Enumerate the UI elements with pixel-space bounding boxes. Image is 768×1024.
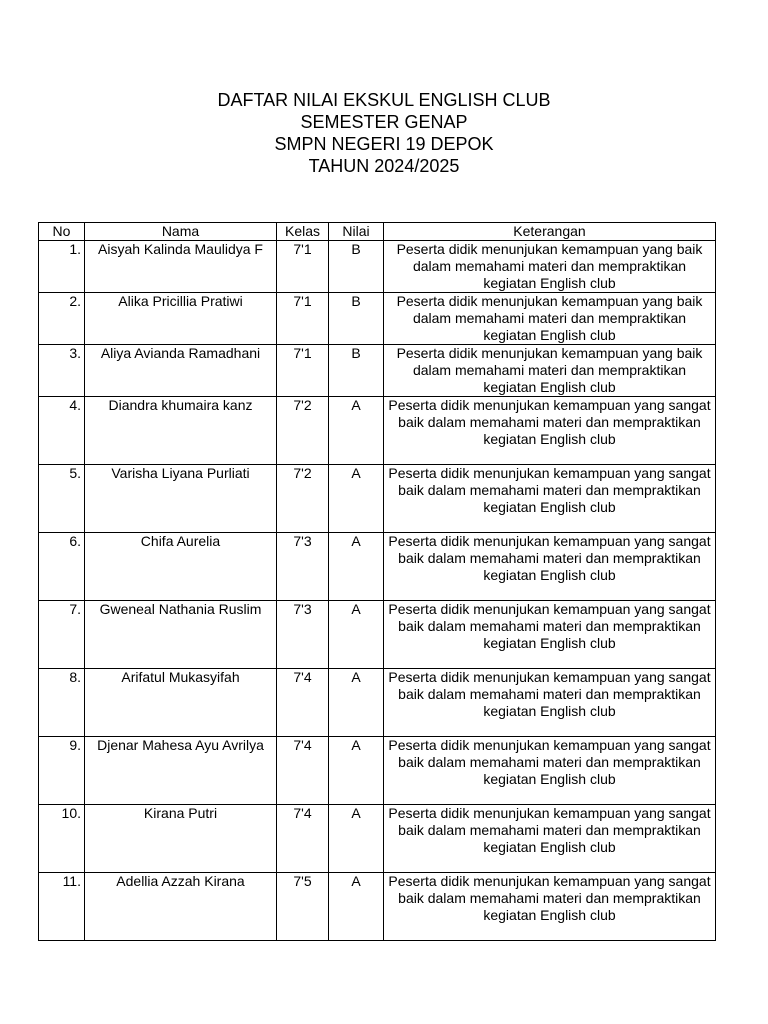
cell-keterangan: Peserta didik menunjukan kemampuan yang baik dalam memahami materi dan mempraktikan kegiatan English club [384,293,716,345]
table-row [39,465,716,533]
table-row [39,737,716,805]
document-title [0,89,768,177]
cell-nama: Adellia Azzah Kirana [85,873,277,941]
header-no: No [39,223,85,241]
cell-kelas: 7'3 [277,533,329,601]
header-nama: Nama [85,223,277,241]
cell-keterangan: Peserta didik menunjukan kemampuan yang sangat baik dalam memahami materi dan mempraktikan kegiatan English club [384,669,716,737]
cell-no: 11. [39,873,85,941]
cell-nama: Djenar Mahesa Ayu Avrilya [85,737,277,805]
cell-nilai: A [329,873,384,941]
cell-no: 8. [39,669,85,737]
cell-keterangan: Peserta didik menunjukan kemampuan yang sangat baik dalam memahami materi dan mempraktikan kegiatan English club [384,397,716,465]
title-line-1: DAFTAR NILAI EKSKUL ENGLISH CLUB [217,90,551,110]
cell-kelas: 7'1 [277,293,329,345]
table-row [39,533,716,601]
cell-kelas: 7'1 [277,241,329,293]
cell-nilai: A [329,601,384,669]
table-row [39,669,716,737]
table-row [39,873,716,941]
cell-keterangan: Peserta didik menunjukan kemampuan yang sangat baik dalam memahami materi dan mempraktikan kegiatan English club [384,873,716,941]
cell-nama: Aisyah Kalinda Maulidya F [85,241,277,293]
grades-table [38,222,716,941]
cell-keterangan: Peserta didik menunjukan kemampuan yang sangat baik dalam memahami materi dan mempraktikan kegiatan English club [384,533,716,601]
title-line-3: SMPN NEGERI 19 DEPOK [274,134,494,154]
cell-kelas: 7'2 [277,465,329,533]
cell-no: 1. [39,241,85,293]
cell-nilai: B [329,241,384,293]
cell-no: 2. [39,293,85,345]
cell-nilai: A [329,737,384,805]
cell-nama: Alika Pricillia Pratiwi [85,293,277,345]
title-line-4: TAHUN 2024/2025 [308,156,460,176]
cell-keterangan: Peserta didik menunjukan kemampuan yang sangat baik dalam memahami materi dan mempraktikan kegiatan English club [384,601,716,669]
cell-nilai: A [329,669,384,737]
cell-no: 5. [39,465,85,533]
cell-kelas: 7'1 [277,345,329,397]
table-header-row [39,223,716,241]
cell-keterangan: Peserta didik menunjukan kemampuan yang sangat baik dalam memahami materi dan mempraktikan kegiatan English club [384,805,716,873]
header-keterangan: Keterangan [384,223,716,241]
table-row [39,397,716,465]
cell-nama: Chifa Aurelia [85,533,277,601]
cell-kelas: 7'4 [277,737,329,805]
cell-nilai: A [329,533,384,601]
cell-nilai: A [329,805,384,873]
cell-nama: Diandra khumaira kanz [85,397,277,465]
cell-no: 9. [39,737,85,805]
cell-kelas: 7'3 [277,601,329,669]
cell-no: 10. [39,805,85,873]
cell-nilai: B [329,293,384,345]
cell-kelas: 7'4 [277,669,329,737]
header-kelas: Kelas [277,223,329,241]
cell-kelas: 7'2 [277,397,329,465]
cell-kelas: 7'4 [277,805,329,873]
cell-keterangan: Peserta didik menunjukan kemampuan yang sangat baik dalam memahami materi dan mempraktikan kegiatan English club [384,737,716,805]
cell-nilai: B [329,345,384,397]
cell-nama: Aliya Avianda Ramadhani [85,345,277,397]
table-row [39,293,716,345]
title-line-2: SEMESTER GENAP [300,112,468,132]
cell-no: 7. [39,601,85,669]
cell-nama: Gweneal Nathania Ruslim [85,601,277,669]
table-row [39,241,716,293]
cell-nama: Kirana Putri [85,805,277,873]
cell-no: 4. [39,397,85,465]
cell-nama: Varisha Liyana Purliati [85,465,277,533]
table-row [39,805,716,873]
cell-no: 6. [39,533,85,601]
cell-no: 3. [39,345,85,397]
table-row [39,601,716,669]
cell-keterangan: Peserta didik menunjukan kemampuan yang baik dalam memahami materi dan mempraktikan kegiatan English club [384,241,716,293]
cell-nama: Arifatul Mukasyifah [85,669,277,737]
cell-nilai: A [329,465,384,533]
cell-kelas: 7'5 [277,873,329,941]
table-row [39,345,716,397]
cell-keterangan: Peserta didik menunjukan kemampuan yang baik dalam memahami materi dan mempraktikan kegiatan English club [384,345,716,397]
header-nilai: Nilai [329,223,384,241]
cell-keterangan: Peserta didik menunjukan kemampuan yang sangat baik dalam memahami materi dan mempraktikan kegiatan English club [384,465,716,533]
cell-nilai: A [329,397,384,465]
